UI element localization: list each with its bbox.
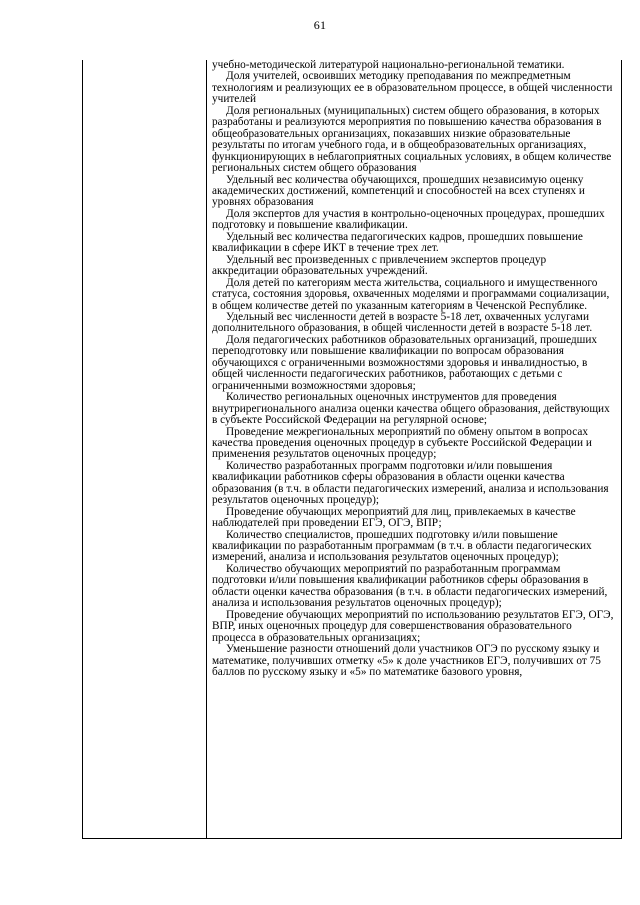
page-number: 61 xyxy=(313,18,327,32)
table-right-cell xyxy=(207,60,617,838)
paragraph-17: Уменьшение разности отношений доли участников ОГЭ по русскому языку и математике, получивших отметку «5» к доле участников ЕГЭ, получивших от 75 баллов по русскому языку и «5» по математике базового уровня, xyxy=(212,643,601,679)
paragraph-14: Количество специалистов, прошедших подготовку и/или повышение квалификации по разработанным программам (в т.ч. в области педагогических измерений, анализа и использования результатов оценочных процедур); xyxy=(212,528,592,564)
paragraph-4: Доля экспертов для участия в контрольно-оценочных процедурах, прошедших подготовку и повышение квалификации. xyxy=(212,207,605,232)
paragraph-5: Удельный вес количества педагогических кадров, прошедших повышение квалификации в сфере ИКТ в течение трех лет. xyxy=(212,230,583,255)
paragraph-16: Проведение обучающих мероприятий по использованию результатов ЕГЭ, ОГЭ, ВПР, иных оценочных процедур для совершенствования образовательного процесса в образовательных организациях; xyxy=(212,608,614,644)
paragraph-13: Проведение обучающих мероприятий для лиц, привлекаемых в качестве наблюдателей при проведении ЕГЭ, ОГЭ, ВПР; xyxy=(212,505,576,530)
paragraph-1: Доля учителей, освоивших методику преподавания по межпредметным технологиям и реализующих ее в образовательном процессе, в общей численности учителей xyxy=(212,70,613,106)
paragraph-15: Количество обучающих мероприятий по разработанным программам подготовки и/или повышения квалификации работников сферы образования в области оценки качества образования (в т.ч. в области педагогических измерений, анализа и использования результатов оценочных процедур); xyxy=(212,562,608,610)
paragraph-10: Количество региональных оценочных инструментов для проведения внутрирегионального анализа оценки качества общего образования, действующих в субъекте Российской Федерации на регулярной основе; xyxy=(212,391,610,427)
paragraph-7: Доля детей по категориям места жительства, социального и имущественного статуса, состояния здоровья, охваченных моделями и программами социализации, в общем количестве детей по указанным категориям в Чеченской Республике. xyxy=(212,276,610,312)
paragraph-0: учебно-методической литературой национально-региональной тематики. xyxy=(212,59,565,71)
paragraph-3: Удельный вес количества обучающихся, прошедших независимую оценку академических достижений, компетенций и способностей на всех ступенях и уровнях образования xyxy=(212,173,585,209)
paragraph-9: Доля педагогических работников образовательных организаций, прошедших переподготовку или повышение квалификации по вопросам образования обучающихся с ограниченными возможностями здоровья и инвалидностью, в общей численности педагогических работников, работающих с детьми с ограниченными возможностями здоровья; xyxy=(212,333,598,392)
paragraph-6: Удельный вес произведенных с привлечением экспертов процедур аккредитации образовательных учреждений. xyxy=(212,253,547,278)
table-left-cell-empty xyxy=(83,60,206,838)
paragraph-12: Количество разработанных программ подготовки и/или повышения квалификации работников сферы образования в области оценки качества образования (в т.ч. в области педагогических измерений, анализа и использования результатов оценочных процедур); xyxy=(212,459,609,507)
paragraph-8: Удельный вес численности детей в возрасте 5-18 лет, охваченных услугами дополнительного образования, в общей численности детей в возрасте 5-18 лет. xyxy=(212,310,593,335)
indicator-table xyxy=(82,60,622,839)
paragraph-11: Проведение межрегиональных мероприятий по обмену опытом в вопросах качества проведения оценочных процедур в субъекте Российской Федерации и применения результатов оценочных процедур; xyxy=(212,425,592,461)
paragraph-2: Доля региональных (муниципальных) систем общего образования, в которых разработаны и реализуются мероприятия по повышению качества образования в общеобразовательных организациях, показавших низкие образовательные результаты по итогам учебного года, и в общеобразовательных организациях, функционирующих в неблагоприятных социальных условиях, в общем количестве региональных систем общего образования xyxy=(212,104,612,175)
